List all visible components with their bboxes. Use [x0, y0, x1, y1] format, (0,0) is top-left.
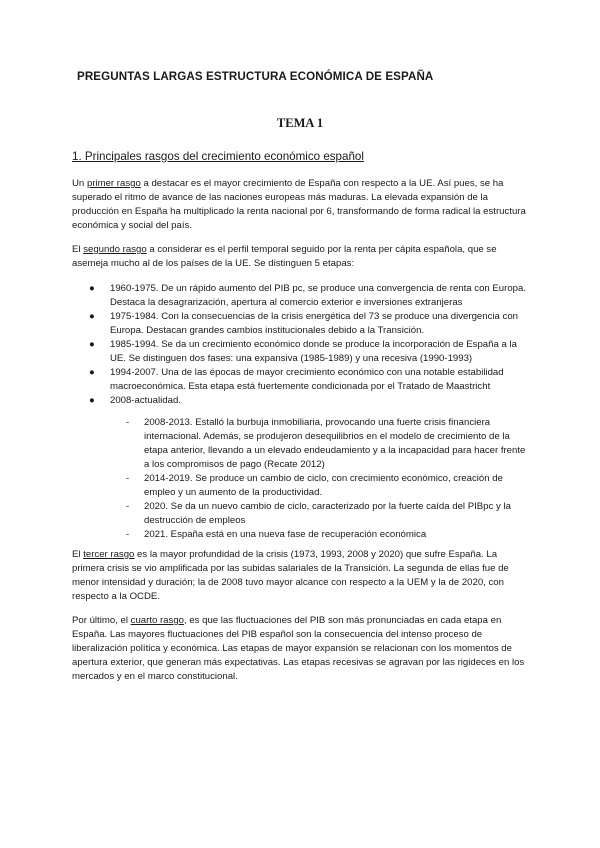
list-item-text: 2008-2013. Estalló la burbuja inmobiliaria, provocando una fuerte crisis financiera internacional. Además, se produjeron desequilibrios en el modelo de crecimiento de la etapa anterior, llevando a un elevado endeudamiento y a la incapacidad para hacer frente a los compromisos de pago (Recate 2012) — [144, 417, 526, 470]
dash-icon: - — [126, 529, 130, 540]
list-item-text: 2014-2019. Se produce un cambio de ciclo, con crecimiento económico, creación de empleo y un aumento de la productividad. — [144, 473, 503, 498]
list-item — [126, 500, 526, 528]
bullet-icon: ● — [89, 283, 95, 294]
paragraph-text: Un — [72, 178, 87, 189]
list-item — [72, 338, 532, 366]
underlined-term: tercer rasgo — [83, 549, 135, 560]
dash-icon: - — [126, 473, 130, 484]
list-item-text: 2020. Se da un nuevo cambio de ciclo, caracterizado por la fuerte caída del PIBpc y la destrucción de empleos — [144, 501, 511, 526]
list-item-text: 2008-actualidad. — [110, 395, 181, 406]
list-item — [72, 282, 532, 310]
list-item-text: 2021. España está en una nueva fase de recuperación económica — [144, 529, 427, 540]
list-item — [72, 366, 532, 394]
list-item — [72, 394, 532, 408]
paragraph-cuarto-rasgo — [72, 614, 532, 684]
paragraph-text: , es que las fluctuaciones del PIB son más pronunciadas en cada etapa en España. Las mayores fluctuaciones del PIB español son la consecuencia del intenso proceso de liberalización política y económica. Las etapas de mayor expansión se relacionan con los momentos de apertura exterior, que generan más expectativas. Las etapas recesivas se agravan por las rigideces en los mercados y en el marco constitucional. — [72, 615, 525, 682]
dash-icon: - — [126, 501, 130, 512]
list-item-text: 1994-2007. Una de las épocas de mayor crecimiento económico con una notable estabilidad macroeconómica. Esta etapa está fuertemente condicionada por el Tratado de Maastricht — [110, 367, 504, 392]
list-item-text: 1985-1994. Se da un crecimiento económico donde se produce la incorporación de España a la UE. Se distinguen dos fases: una expansiva (1985-1989) y una recesiva (1990-1993) — [110, 339, 517, 364]
paragraph-text: es la mayor profundidad de la crisis (1973, 1993, 2008 y 2020) que sufre España. La primera crisis se vio amplificada por las subidas salariales de la Transición. La segunda de ellas fue de menor intensidad y duración; la de 2008 tuvo mayor alcance con respecto a la UEM y la de 2020, con respecto a la OCDE. — [72, 549, 509, 602]
bullet-icon: ● — [89, 311, 95, 322]
paragraph-segundo-rasgo — [72, 243, 532, 271]
dash-icon: - — [126, 417, 130, 428]
underlined-term: primer rasgo — [86, 178, 141, 189]
tema-heading: TEMA 1 — [276, 116, 324, 130]
list-item — [72, 310, 532, 338]
bullet-icon: ● — [89, 367, 95, 378]
list-item-text: 1960-1975. De un rápido aumento del PIB pc, se produce una convergencia de renta con Europa. Destaca la desagrarización, apertura al comercio exterior e inversiones extranjeras — [110, 283, 527, 308]
bullet-icon: ● — [89, 339, 95, 350]
list-item — [126, 472, 526, 500]
bullet-icon: ● — [89, 395, 95, 406]
paragraph-text: El — [72, 244, 84, 255]
paragraph-tercer-rasgo — [72, 548, 532, 604]
paragraph-primer-rasgo — [72, 177, 532, 233]
document-title: PREGUNTAS LARGAS ESTRUCTURA ECONÓMICA DE ESPAÑA — [77, 70, 434, 83]
list-item — [126, 416, 526, 472]
list-item — [126, 528, 526, 542]
list-item-text: 1975-1984. Con la consecuencias de la crisis energética del 73 se produce una divergencia con Europa. Destacan grandes cambios institucionales debido a la Transición. — [110, 311, 518, 336]
stages-list — [72, 282, 532, 408]
paragraph-text: a considerar es el perfil temporal seguido por la renta per cápita española, que se asemeja mucho al de los países de la UE. Se distinguen 5 etapas: — [72, 244, 497, 269]
substages-list — [126, 416, 526, 542]
underlined-term: cuarto rasgo — [130, 615, 184, 626]
section-heading: 1. Principales rasgos del crecimiento económico español — [72, 150, 364, 163]
paragraph-text: El — [72, 549, 84, 560]
underlined-term: segundo rasgo — [83, 244, 147, 255]
paragraph-text: a destacar es el mayor crecimiento de España con respecto a la UE. Así pues, se ha superado el ritmo de avance de las naciones europeas más maduras. La elevada expansión de la producción en España ha multiplicado la renta nacional por 6, transformando de forma radical la estructura económica y social del país. — [72, 178, 526, 231]
paragraph-text: Por último, el — [72, 615, 131, 626]
